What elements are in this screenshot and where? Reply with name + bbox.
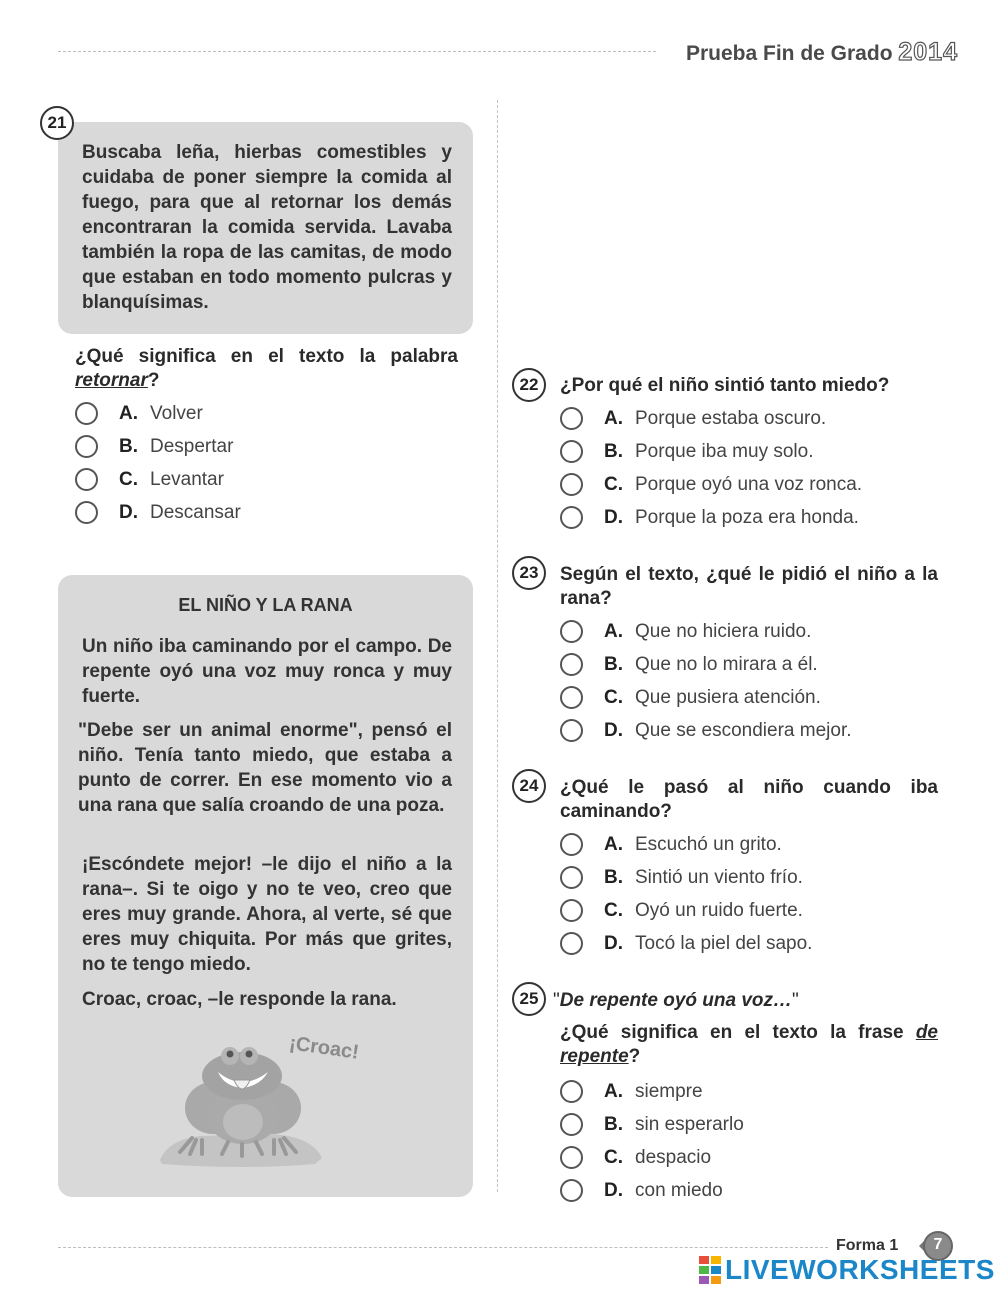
option-text: Que pusiera atención. — [635, 686, 821, 708]
option-letter: A. — [604, 833, 623, 855]
option-letter: B. — [604, 866, 623, 888]
radio-button[interactable] — [560, 620, 583, 643]
option-text: con miedo — [635, 1179, 723, 1201]
option-letter: C. — [604, 899, 623, 921]
radio-button[interactable] — [560, 833, 583, 856]
option-letter: A. — [604, 620, 623, 642]
options-24 — [560, 828, 812, 960]
option-25-c[interactable] — [560, 1141, 744, 1174]
question-24: ¿Qué le pasó al niño cuando iba caminando? — [560, 777, 938, 822]
question-22: ¿Por qué el niño sintió tanto miedo? — [560, 375, 890, 396]
radio-button[interactable] — [560, 1113, 583, 1136]
option-text: Que no lo mirara a él. — [635, 653, 818, 675]
header-divider — [58, 51, 656, 52]
option-22-c[interactable] — [560, 468, 862, 501]
option-text: Que no hiciera ruido. — [635, 620, 812, 642]
option-letter: D. — [604, 719, 623, 741]
option-21-b[interactable] — [75, 430, 241, 463]
option-23-d[interactable] — [560, 714, 852, 747]
question-25-word: de repente — [560, 1022, 938, 1067]
option-letter: C. — [604, 473, 623, 495]
frog-icon — [150, 1038, 330, 1173]
quote-25: "De repente oyó una voz…" — [553, 990, 799, 1011]
option-24-b[interactable] — [560, 861, 812, 894]
option-text: Despertar — [150, 435, 234, 457]
options-21 — [75, 397, 241, 529]
story-paragraph-2: "Debe ser un animal enorme", pensó el niño. Tenía tanto miedo, que estaba a punto de correr. En ese momento vio a una rana que salía croando de una poza. — [78, 720, 452, 816]
option-text: Sintió un viento frío. — [635, 866, 803, 888]
option-letter: D. — [604, 932, 623, 954]
option-25-a[interactable] — [560, 1075, 744, 1108]
options-25 — [560, 1075, 744, 1207]
question-21-word: retornar — [75, 370, 148, 391]
option-text: Tocó la piel del sapo. — [635, 932, 813, 954]
option-text: Oyó un ruido fuerte. — [635, 899, 803, 921]
option-letter: B. — [604, 1113, 623, 1135]
option-text: sin esperarlo — [635, 1113, 744, 1135]
page-number: 7 — [933, 1236, 943, 1253]
liveworksheets-logo-icon — [698, 1255, 722, 1285]
option-21-a[interactable] — [75, 397, 241, 430]
option-25-d[interactable] — [560, 1174, 744, 1207]
question-21 — [75, 345, 458, 393]
liveworksheets-logo — [698, 1253, 995, 1287]
option-text: Porque la poza era honda. — [635, 506, 859, 528]
option-text: Levantar — [150, 468, 224, 490]
option-letter: C. — [604, 686, 623, 708]
option-22-a[interactable] — [560, 402, 862, 435]
radio-button[interactable] — [560, 686, 583, 709]
question-number-24: 24 — [512, 769, 546, 803]
option-23-b[interactable] — [560, 648, 852, 681]
option-letter: D. — [604, 1179, 623, 1201]
option-letter: D. — [119, 501, 138, 523]
question-25-text: ¿Qué significa en el texto la frase — [560, 1022, 916, 1043]
radio-button[interactable] — [560, 506, 583, 529]
story-paragraph-4: Croac, croac, –le responde la rana. — [82, 989, 397, 1010]
radio-button[interactable] — [560, 1080, 583, 1103]
question-number-22: 22 — [512, 368, 546, 402]
option-letter: A. — [604, 1080, 623, 1102]
radio-button[interactable] — [560, 1146, 583, 1169]
question-25-end: ? — [628, 1046, 641, 1067]
radio-button[interactable] — [560, 866, 583, 889]
option-text: siempre — [635, 1080, 703, 1102]
option-25-b[interactable] — [560, 1108, 744, 1141]
option-text: Descansar — [150, 501, 241, 523]
option-24-a[interactable] — [560, 828, 812, 861]
radio-button[interactable] — [75, 501, 98, 524]
options-23 — [560, 615, 852, 747]
option-letter: C. — [604, 1146, 623, 1168]
option-text: Volver — [150, 402, 203, 424]
header-title: Prueba Fin de Grado — [685, 42, 893, 65]
option-letter: B. — [119, 435, 138, 457]
story-paragraph-1: Un niño iba caminando por el campo. De repente oyó una voz muy ronca y muy fuerte. — [82, 636, 452, 707]
options-22 — [560, 402, 862, 534]
footer-divider — [58, 1247, 828, 1248]
radio-button[interactable] — [75, 468, 98, 491]
option-text: Que se escondiera mejor. — [635, 719, 852, 741]
question-number-25: 25 — [512, 982, 546, 1016]
option-23-c[interactable] — [560, 681, 852, 714]
option-text: Porque estaba oscuro. — [635, 407, 827, 429]
header — [686, 38, 958, 67]
radio-button[interactable] — [560, 1179, 583, 1202]
form-label: Forma 1 — [836, 1237, 899, 1254]
option-letter: D. — [604, 506, 623, 528]
column-divider — [497, 100, 498, 1192]
option-letter: B. — [604, 653, 623, 675]
radio-button[interactable] — [560, 440, 583, 463]
radio-button[interactable] — [75, 402, 98, 425]
option-text: despacio — [635, 1146, 712, 1168]
radio-button[interactable] — [560, 719, 583, 742]
option-letter: B. — [604, 440, 623, 462]
option-21-d[interactable] — [75, 496, 241, 529]
option-22-d[interactable] — [560, 501, 862, 534]
radio-button[interactable] — [560, 407, 583, 430]
question-23: Según el texto, ¿qué le pidió el niño a la rana? — [560, 564, 938, 609]
story-title: EL NIÑO Y LA RANA — [178, 595, 353, 615]
option-24-d[interactable] — [560, 927, 812, 960]
option-text: Escuchó un grito. — [635, 833, 782, 855]
option-23-a[interactable] — [560, 615, 852, 648]
option-text: Porque oyó una voz ronca. — [635, 473, 863, 495]
radio-button[interactable] — [560, 899, 583, 922]
question-25 — [560, 1021, 938, 1069]
radio-button[interactable] — [560, 653, 583, 676]
option-21-c[interactable] — [75, 463, 241, 496]
header-year: 2014 — [898, 38, 958, 66]
logo-text: LIVEWORKSHEETS — [725, 1254, 995, 1285]
question-number-23: 23 — [512, 556, 546, 590]
radio-button[interactable] — [75, 435, 98, 458]
option-letter: C. — [119, 468, 138, 490]
quote-25-text: De repente oyó una voz… — [559, 990, 793, 1011]
option-letter: A. — [119, 402, 138, 424]
frog-caption: ¡Croac! — [287, 1032, 361, 1064]
option-text: Porque iba muy solo. — [635, 440, 814, 462]
option-letter: A. — [604, 407, 623, 429]
story-paragraph-3: ¡Escóndete mejor! –le dijo el niño a la rana–. Si te oigo y no te veo, creo que eres muy grande. Ahora, al verte, sé que eres muy chiquita. Por más que grites, no te tengo miedo. — [82, 854, 452, 975]
passage-21: Buscaba leña, hierbas comestibles y cuidaba de poner siempre la comida al fuego, para que al retornar los demás encontraran la comida servida. Lavaba también la ropa de las camitas, de modo que estaban en todo momento pulcras y blanquísimas. — [82, 142, 452, 313]
question-21-end: ? — [147, 370, 160, 391]
radio-button[interactable] — [560, 932, 583, 955]
option-22-b[interactable] — [560, 435, 862, 468]
question-21-text: ¿Qué significa en el texto la palabra — [75, 346, 458, 367]
option-24-c[interactable] — [560, 894, 812, 927]
radio-button[interactable] — [560, 473, 583, 496]
question-number-21: 21 — [40, 106, 74, 140]
